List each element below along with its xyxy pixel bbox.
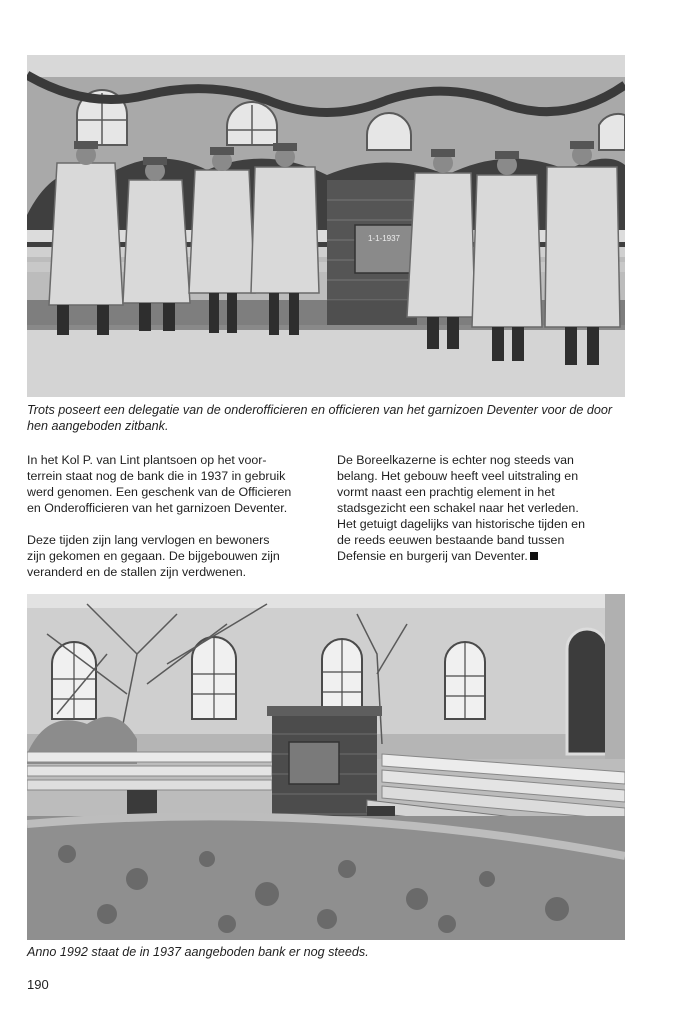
photo-bench-drawing: [27, 594, 625, 940]
caption-bottom-photo: Anno 1992 staat de in 1937 aangeboden bank er nog steeds.: [27, 945, 369, 959]
text-line: Defensie en burgerij van Deventer.: [337, 549, 528, 563]
text-line: Deze tijden zijn lang vervlogen en bewoners: [27, 533, 270, 547]
text-column-left: [27, 452, 327, 596]
text-line: terrein staat nog de bank die in 1937 in gebruik: [27, 469, 286, 483]
text-line: de reeds eeuwen bestaande band tussen: [337, 533, 565, 547]
text-line: en Onderofficieren van het garnizoen Deventer.: [27, 501, 288, 515]
plaque-text: 1-1-1937: [367, 234, 401, 243]
photo-officers-delegation: [27, 55, 625, 397]
text-column-right: [337, 452, 627, 580]
text-line: vormt naast een prachtig element in het: [337, 485, 555, 499]
text-line: veranderd en de stallen zijn verdwenen.: [27, 565, 247, 579]
text-line: zijn gekomen en gegaan. De bijgebouwen zijn: [27, 549, 280, 563]
text-line: De Boreelkazerne is echter nog steeds van: [337, 453, 574, 467]
text-line: stadsgezicht een schakel naar het verleden.: [337, 501, 579, 515]
paragraph-bench-history: [27, 452, 327, 516]
text-line: werd genomen. Een geschenk van de Officieren: [27, 485, 292, 499]
text-line: Het getuigt dagelijks van historische tijden en: [337, 517, 585, 531]
paragraph-times-changed: [27, 532, 327, 580]
photo-officers-drawing: [27, 55, 625, 397]
caption-top-photo: Trots poseert een delegatie van de onderofficieren en officieren van het garnizoen Deventer voor de door hen aangeboden zitbank.: [27, 403, 613, 433]
paragraph-boreelkazerne: [337, 452, 627, 564]
end-of-article-mark: [530, 552, 538, 560]
photo-bench-1992: [27, 594, 625, 940]
page-number: 190: [27, 977, 49, 992]
text-line: In het Kol P. van Lint plantsoen op het voor-: [27, 453, 267, 467]
text-line-last: [337, 548, 627, 564]
text-line: belang. Het gebouw heeft veel uitstraling en: [337, 469, 579, 483]
